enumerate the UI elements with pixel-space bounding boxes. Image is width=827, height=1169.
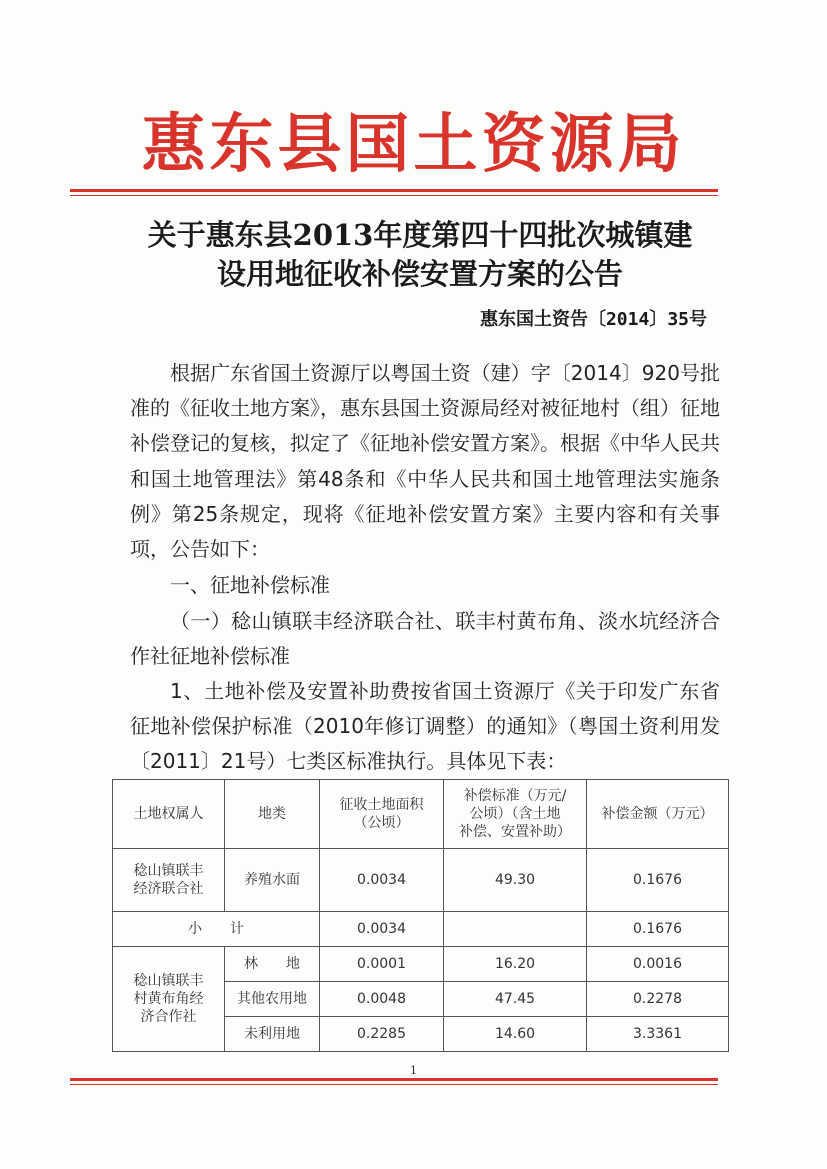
subtotal-standard bbox=[444, 912, 587, 947]
land-type-cell: 林 地 bbox=[225, 947, 320, 982]
land-type-cell: 养殖水面 bbox=[225, 849, 320, 912]
header-amount: 补偿金额（万元） bbox=[587, 780, 729, 849]
standard-cell: 49.30 bbox=[444, 849, 587, 912]
document-number: 惠东国土资告〔2014〕35号 bbox=[479, 309, 707, 330]
amount-cell: 0.2278 bbox=[587, 982, 729, 1017]
area-cell: 0.0048 bbox=[320, 982, 444, 1017]
compensation-table bbox=[112, 779, 729, 1052]
standard-cell: 16.20 bbox=[444, 947, 587, 982]
area-cell: 0.2285 bbox=[320, 1017, 444, 1052]
header-area: 征收土地面积 （公顷） bbox=[320, 780, 444, 849]
subtotal-row bbox=[113, 912, 729, 947]
owner-cell: 稔山镇联丰 经济联合社 bbox=[113, 849, 225, 912]
area-cell: 0.0001 bbox=[320, 947, 444, 982]
masthead-red-rule bbox=[70, 189, 718, 196]
land-type-cell: 未利用地 bbox=[225, 1017, 320, 1052]
footer-red-rule bbox=[70, 1078, 718, 1085]
table-row bbox=[113, 947, 729, 982]
owner-cell: 稔山镇联丰 村黄布角经 济合作社 bbox=[113, 947, 225, 1052]
header-standard: 补偿标准（万元/ 公顷）（含土地 补偿、安置补助） bbox=[444, 780, 587, 849]
table-row bbox=[113, 849, 729, 912]
document-title-line-2: 设用地征收补偿安置方案的公告 bbox=[216, 257, 623, 291]
standard-cell: 47.45 bbox=[444, 982, 587, 1017]
masthead-title: 惠东县国土资源局 bbox=[141, 107, 686, 182]
amount-cell: 3.3361 bbox=[587, 1017, 729, 1052]
header-land-type: 地类 bbox=[225, 780, 320, 849]
intro-paragraph: 根据广东省国土资源厅以粤国土资（建）字〔2014〕920号批准的《征收土地方案》，惠东县国土资源局经对被征地村（组）征地补偿登记的复核，拟定了《征地补偿安置方案》。根据《中华人民共和国土地管理法》第48条和《中华人民共和国土地管理法实施条例》第25条规定，现将《征地补偿安置方案》主要内容和有关事项，公告如下： bbox=[130, 361, 720, 562]
page-number: 1 bbox=[410, 1064, 417, 1077]
subsection-heading: （一）稔山镇联丰经济联合社、联丰村黄布角、淡水坑经济合作社征地补偿标准 bbox=[130, 609, 720, 669]
area-cell: 0.0034 bbox=[320, 849, 444, 912]
header-owner: 土地权属人 bbox=[113, 780, 225, 849]
amount-cell: 0.1676 bbox=[587, 849, 729, 912]
item-one-paragraph: 1、土地补偿及安置补助费按省国土资源厅《关于印发广东省征地补偿保护标准（2010年修订调整）的通知》（粤国土资利用发〔2011〕21号）七类区标准执行。具体见下表： bbox=[130, 679, 720, 774]
document-title-line-1: 关于惠东县2013年度第四十四批次城镇建 bbox=[147, 218, 693, 252]
subtotal-area: 0.0034 bbox=[320, 912, 444, 947]
standard-cell: 14.60 bbox=[444, 1017, 587, 1052]
subtotal-amount: 0.1676 bbox=[587, 912, 729, 947]
amount-cell: 0.0016 bbox=[587, 947, 729, 982]
section-heading-compensation-standard: 一、征地补偿标准 bbox=[170, 573, 330, 597]
table-header-row bbox=[113, 780, 729, 849]
land-type-cell: 其他农用地 bbox=[225, 982, 320, 1017]
subtotal-label: 小 计 bbox=[113, 912, 320, 947]
